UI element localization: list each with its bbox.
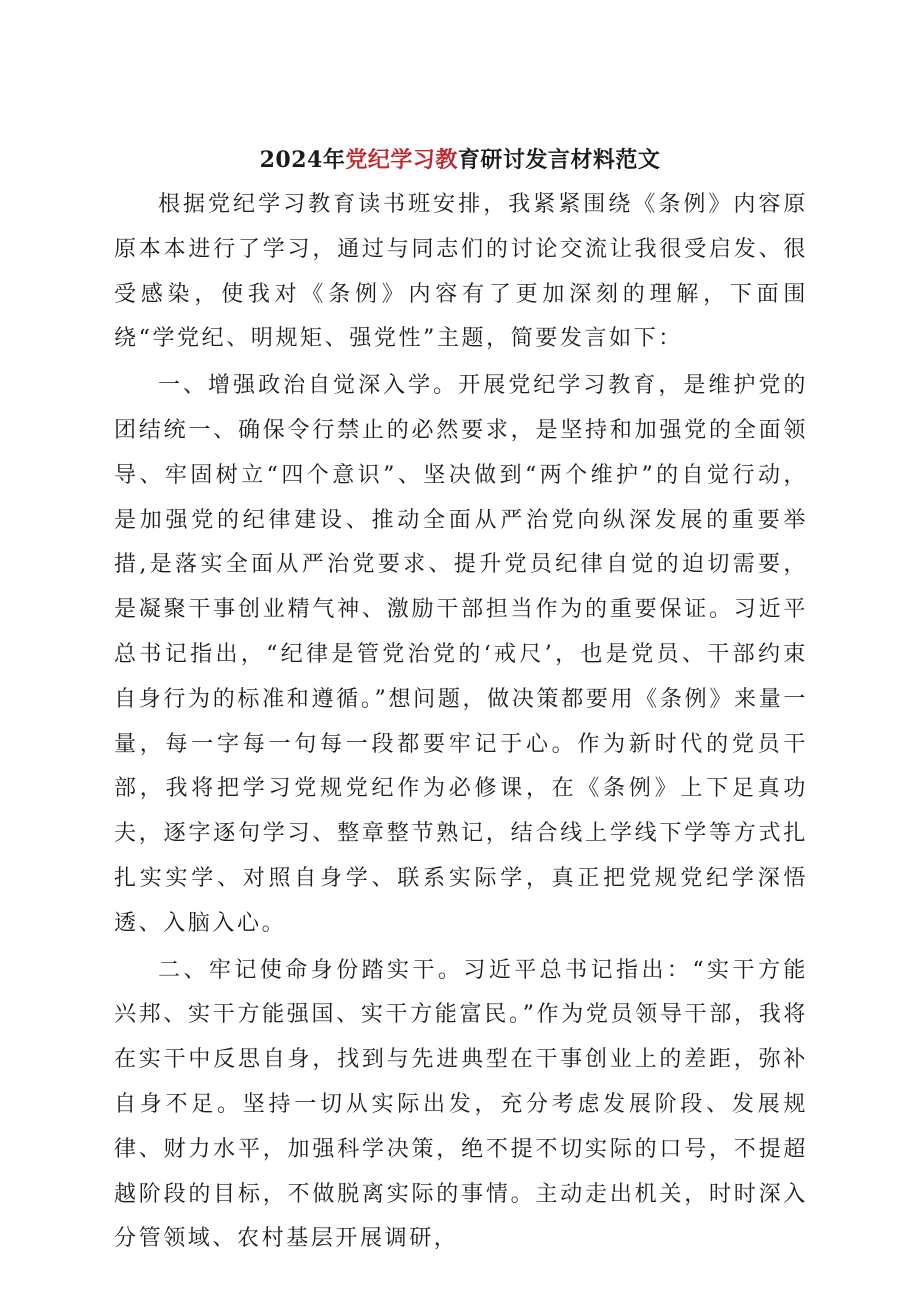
- title-year: 2024年: [259, 147, 346, 173]
- document-body: [114, 183, 808, 1262]
- paragraph-intro: 根据党纪学习教育读书班安排，我紧紧围绕《条例》内容原原本本进行了学习，通过与同志们的讨论交流让我很受启发、很受感染，使我对《条例》内容有了更加深刻的理解，下面围绕“学党纪、明规矩、强党性”主题，简要发言如下：: [114, 192, 808, 352]
- paragraph-section-1: 一、增强政治自觉深入学。开展党纪学习教育，是维护党的团结统一、确保令行禁止的必然要求，是坚持和加强党的全面领导、牢固树立“四个意识”、坚决做到“两个维护”的自觉行动，是加强党的纪律建设、推动全面从严治党向纵深发展的重要举措,是落实全面从严治党要求、提升党员纪律自觉的迫切需要，是凝聚干事创业精气神、激励干部担当作为的重要保证。习近平总书记指出，“纪律是管党治党的‘戒尺’，也是党员、干部约束自身行为的标准和遵循。”想问题，做决策都要用《条例》来量一量，每一字每一句每一段都要牢记于心。作为新时代的党员干部，我将把学习党规党纪作为必修课，在《条例》上下足真功夫，逐字逐句学习、整章整节熟记，结合线上学线下学等方式扎扎实实学、对照自身学、联系实际学，真正把党规党纪学深悟透、入脑入心。: [114, 373, 808, 936]
- paragraph-section-2: 二、牢记使命身份踏实干。习近平总书记指出：“实干方能兴邦、实干方能强国、实干方能富民。”作为党员领导干部，我将在实干中反思自身，找到与先进典型在干事创业上的差距，弥补自身不足。坚持一切从实际出发，充分考虑发展阶段、发展规律、财力水平，加强科学决策，绝不提不切实际的口号，不提超越阶段的目标，不做脱离实际的事情。主动走出机关，时时深入分管领域、农村基层开展调研，: [114, 957, 808, 1252]
- document-title: [0, 144, 920, 176]
- title-highlight: 党纪学习教: [345, 147, 458, 173]
- title-rest: 育研讨发言材料范文: [457, 147, 661, 173]
